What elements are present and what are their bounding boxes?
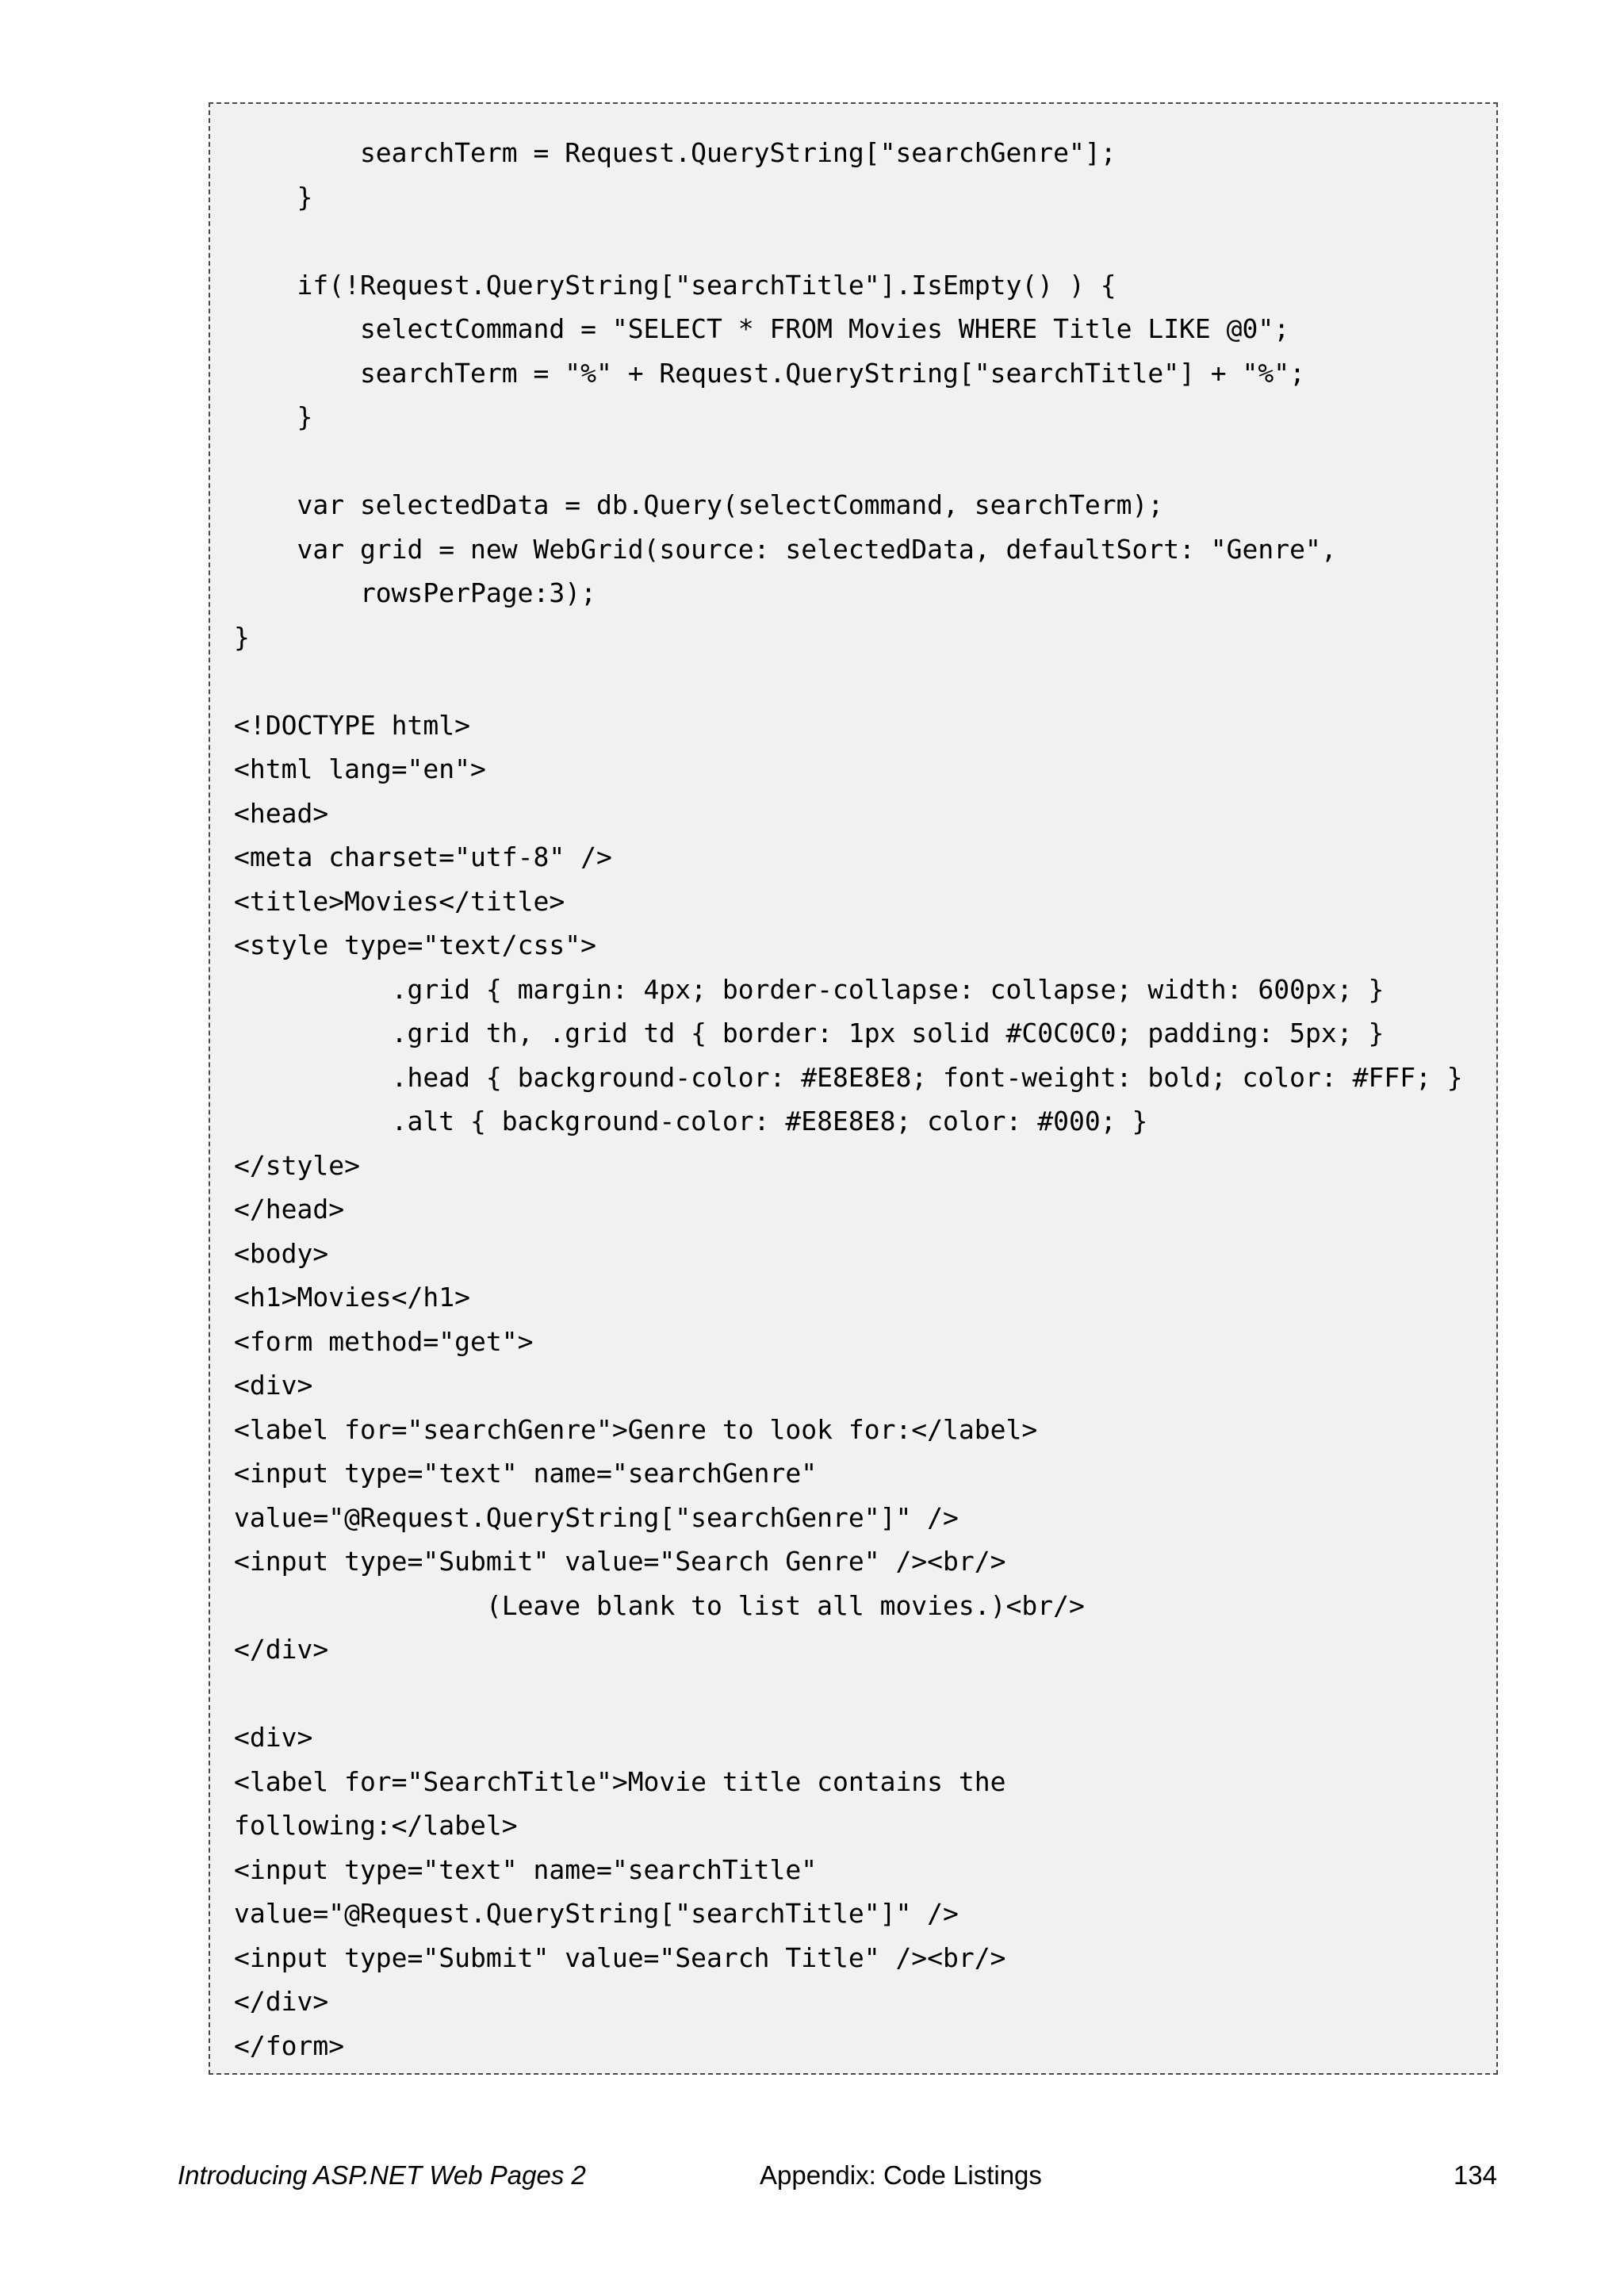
code-line: <html lang="en"> [234,753,486,784]
code-line: var selectedData = db.Query(selectCommand, searchTerm); [234,489,1164,520]
code-line: <label for="searchGenre">Genre to look for:</label> [234,1413,1038,1445]
code-line [234,659,1496,703]
footer-section-title: Appendix: Code Listings [760,2160,1042,2190]
code-line: <h1>Movies</h1> [234,1282,471,1313]
code-line: <head> [234,797,329,829]
code-line: <input type="Submit" value="Search Title" /><br/> [234,1941,1006,1973]
code-line: .grid th, .grid td { border: 1px solid #C0C0C0; padding: 5px; } [234,1018,1385,1048]
code-line: .head { background-color: #E8E8E8; font-weight: bold; color: #FFF; } [234,1061,1463,1093]
code-line: </div> [234,1986,329,2017]
code-line: <!DOCTYPE html> [234,709,471,741]
code-line: } [234,621,250,653]
code-listing [234,131,1496,2068]
code-line: .grid { margin: 4px; border-collapse: collapse; width: 600px; } [234,973,1385,1005]
code-line: } [234,181,313,213]
code-line: value="@Request.QueryString["searchGenre"]" /> [234,1501,959,1533]
code-line: </form> [234,2030,345,2061]
code-line: searchTerm = Request.QueryString["searchGenre"]; [234,137,1116,168]
code-line: following:</label> [234,1810,518,1841]
code-line: <meta charset="utf-8" /> [234,841,612,872]
code-line [234,219,1496,263]
code-line: <title>Movies</title> [234,885,565,917]
code-line: <body> [234,1237,329,1269]
code-line: <div> [234,1370,313,1401]
footer-page-number: 134 [1453,2160,1497,2190]
code-line: <input type="Submit" value="Search Genre" /><br/> [234,1546,1006,1577]
code-line: </style> [234,1149,360,1181]
code-line: <div> [234,1722,313,1753]
code-line: <label for="SearchTitle">Movie title contains the [234,1765,1006,1797]
code-line: rowsPerPage:3); [234,577,596,608]
code-line: value="@Request.QueryString["searchTitle"]" /> [234,1898,959,1929]
code-line: (Leave blank to list all movies.)<br/> [234,1589,1085,1621]
code-line: <input type="text" name="searchTitle" [234,1853,818,1885]
code-line: var grid = new WebGrid(source: selectedData, defaultSort: "Genre", [234,533,1337,565]
code-line: <input type="text" name="searchGenre" [234,1458,818,1489]
code-line [234,439,1496,484]
code-line: .alt { background-color: #E8E8E8; color: #000; } [234,1106,1148,1137]
code-line: </div> [234,1634,329,1665]
code-listing-box [209,102,1498,2075]
code-line: if(!Request.QueryString["searchTitle"].IsEmpty() ) { [234,269,1116,301]
code-line: selectCommand = "SELECT * FROM Movies WHERE Title LIKE @0"; [234,313,1290,344]
code-line: <style type="text/css"> [234,930,596,960]
code-line: } [234,401,313,432]
code-line [234,1672,1496,1716]
code-line: <form method="get"> [234,1325,534,1357]
page-footer [0,2156,1624,2195]
code-line: </head> [234,1194,345,1225]
footer-book-title: Introducing ASP.NET Web Pages 2 [178,2160,586,2190]
code-line: searchTerm = "%" + Request.QueryString["searchTitle"] + "%"; [234,357,1306,389]
